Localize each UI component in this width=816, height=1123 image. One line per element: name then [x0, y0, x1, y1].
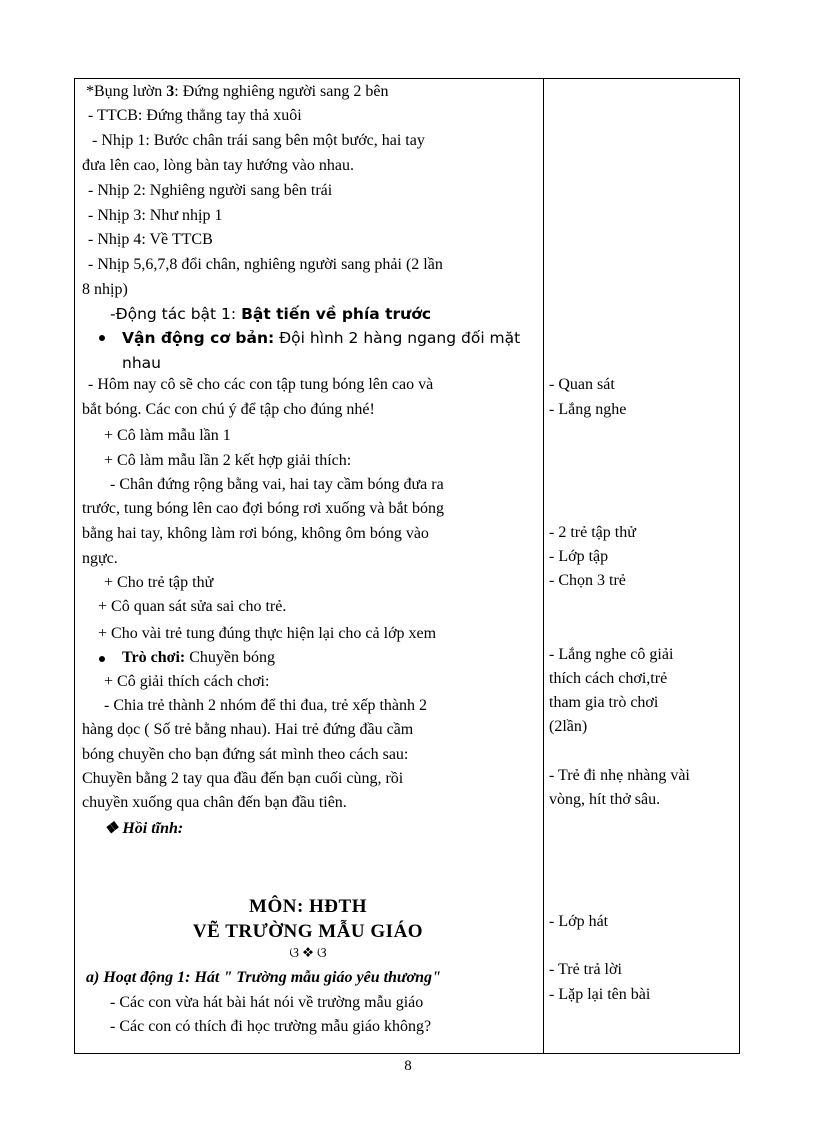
text-line: hàng dọc ( Số trẻ bằng nhau). Hai trẻ đứng đầu cầm [82, 721, 414, 738]
text-line: Chuyền bằng 2 tay qua đầu đến bạn cuối cùng, rồi [82, 770, 404, 787]
activity-heading: a) Hoạt động 1: Hát " Trường mẫu giáo yêu thương" [86, 969, 441, 986]
section-heading: ❖ Hồi tĩnh: [104, 820, 184, 837]
text-line: - Lớp hát [549, 913, 609, 930]
text-line: - Lắng nghe cô giải [549, 646, 674, 663]
text-line: - Nhịp 2: Nghiêng người sang bên trái [88, 182, 333, 199]
text-line: chuyền xuống qua chân đến bạn đầu tiên. [82, 794, 347, 811]
text-line: thích cách chơi,trẻ [549, 670, 668, 687]
column-divider [543, 79, 544, 1053]
text-line: - Trẻ trả lời [549, 961, 622, 978]
text-line: - Nhịp 3: Như nhịp 1 [88, 207, 223, 224]
text-line: - Lắng nghe [549, 401, 627, 418]
bullet-icon [99, 656, 105, 662]
text-line: - Chân đứng rộng bằng vai, hai tay cầm bóng đưa ra [110, 476, 444, 493]
bullet-icon [99, 335, 105, 341]
text-line: tham gia trò chơi [549, 694, 659, 711]
text-line: + Cho trẻ tập thử [104, 574, 214, 591]
text-line: Trò chơi: Chuyền bóng [122, 649, 275, 666]
text-line: - Nhịp 1: Bước chân trái sang bên một bước, hai tay [92, 132, 425, 149]
text-line: - Nhịp 5,6,7,8 đổi chân, nghiêng người sang phải (2 lần [88, 256, 443, 273]
text-line: ngực. [82, 550, 118, 567]
text-line: đưa lên cao, lòng bàn tay hướng vào nhau. [82, 157, 354, 174]
text-line: -Động tác bật 1: Bật tiến về phía trước [110, 305, 432, 323]
ornament-icon: ଓ ❖ ଓ [289, 946, 327, 961]
text-line: trước, tung bóng lên cao đợi bóng rơi xuống và bắt bóng [82, 500, 444, 517]
text-line: - 2 trẻ tập thử [549, 524, 636, 541]
text-line: - Quan sát [549, 376, 615, 393]
text-line: - Trẻ đi nhẹ nhàng vài [549, 767, 690, 784]
text-line: vòng, hít thở sâu. [549, 791, 661, 808]
text-line: - Lặp lại tên bài [549, 986, 651, 1003]
text-line: - Hôm nay cô sẽ cho các con tập tung bóng lên cao và [88, 376, 434, 393]
text-line: Vận động cơ bản: Đội hình 2 hàng ngang đối mặt [122, 329, 521, 347]
text-line: *Bụng lườn 3: Đứng nghiêng người sang 2 bên [86, 83, 389, 100]
text-line: nhau [122, 354, 161, 372]
text-line: - Các con vừa hát bài hát nói về trường mẫu giáo [110, 994, 424, 1011]
text-line: 8 nhịp) [82, 281, 128, 298]
text-line: - Nhịp 4: Về TTCB [88, 231, 213, 248]
text-line: bắt bóng. Các con chú ý để tập cho đúng nhé! [82, 401, 375, 418]
text-line: - Các con có thích đi học trường mẫu giáo không? [110, 1018, 432, 1035]
text-line: (2lần) [549, 718, 588, 735]
text-line: + Cô làm mẫu lần 1 [104, 427, 231, 444]
page-number: 8 [404, 1058, 412, 1074]
text-line: - Lớp tập [549, 548, 609, 565]
diamond-icon: ❖ [104, 820, 119, 837]
text-line: + Cho vài trẻ tung đúng thực hiện lại cho cả lớp xem [98, 625, 437, 642]
lesson-title: VẼ TRƯỜNG MẪU GIÁO [192, 921, 424, 942]
text-line: + Cô quan sát sửa sai cho trẻ. [98, 598, 287, 615]
text-line: - Chọn 3 trẻ [549, 572, 626, 589]
text-line: - Chia trẻ thành 2 nhóm để thi đua, trẻ xếp thành 2 [104, 697, 428, 714]
subject-title: MÔN: HĐTH [249, 896, 367, 917]
text-line: + Cô làm mẫu lần 2 kết hợp giải thích: [104, 452, 352, 469]
text-line: bóng chuyền cho bạn đứng sát mình theo cách sau: [82, 746, 409, 763]
text-line: bằng hai tay, không làm rơi bóng, không ôm bóng vào [82, 525, 429, 542]
text-line: - TTCB: Đứng thẳng tay thả xuôi [88, 107, 302, 124]
text-line: + Cô giải thích cách chơi: [104, 673, 270, 690]
